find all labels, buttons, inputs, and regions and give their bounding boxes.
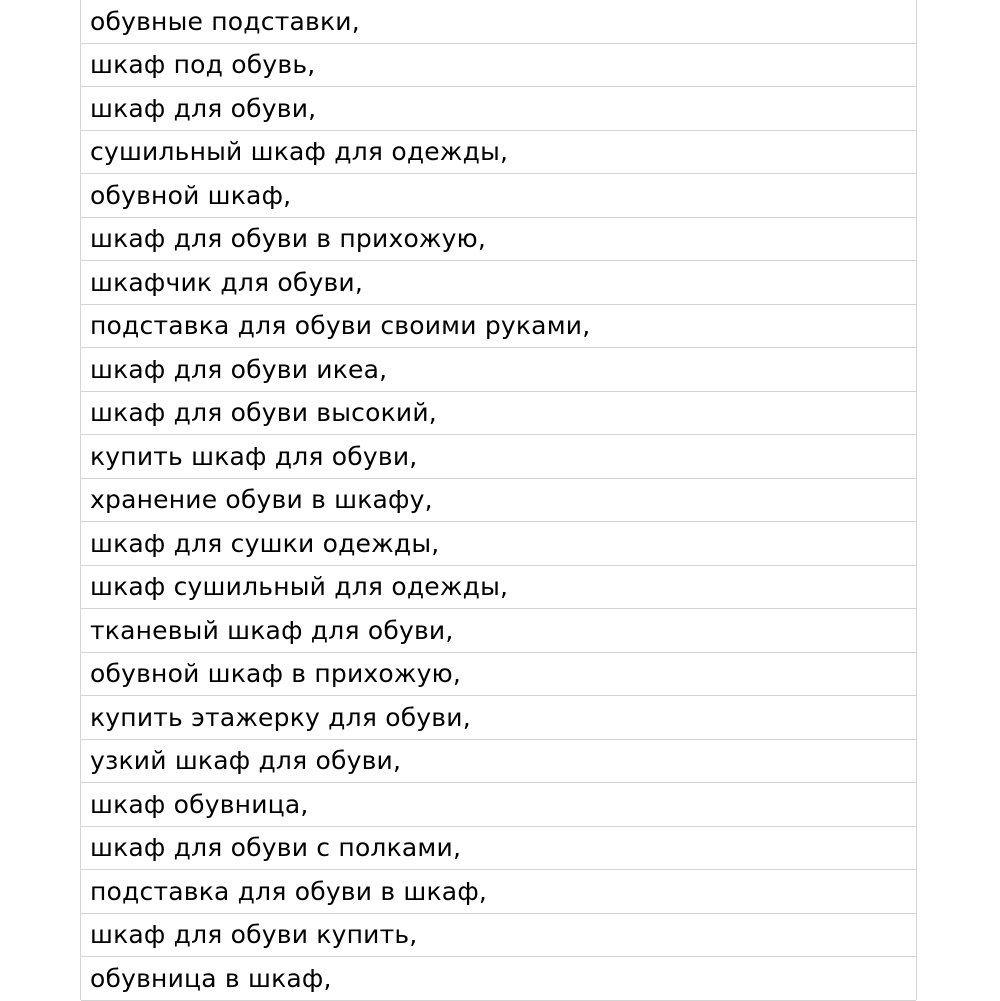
cell-text: узкий шкаф для обуви, bbox=[90, 746, 402, 776]
cell-text: шкаф под обувь, bbox=[90, 50, 316, 80]
table-row[interactable] bbox=[81, 392, 916, 436]
cell-text: подставка для обуви в шкаф, bbox=[90, 876, 488, 906]
cell-text: шкаф обувница, bbox=[90, 789, 309, 819]
table-row[interactable] bbox=[81, 914, 916, 958]
table-row[interactable] bbox=[81, 653, 916, 697]
table-row[interactable] bbox=[81, 479, 916, 523]
cell-text: хранение обуви в шкафу, bbox=[90, 485, 433, 515]
table-row[interactable] bbox=[81, 740, 916, 784]
table-row[interactable] bbox=[81, 305, 916, 349]
cell-text: купить этажерку для обуви, bbox=[90, 702, 471, 732]
cell-text: обувной шкаф в прихожую, bbox=[90, 659, 462, 689]
cell-text: шкаф для обуви икеа, bbox=[90, 354, 388, 384]
cell-text: обувные подставки, bbox=[90, 6, 360, 36]
table-row[interactable] bbox=[81, 870, 916, 914]
table-row[interactable] bbox=[81, 218, 916, 262]
cell-text: шкаф для обуви высокий, bbox=[90, 398, 437, 428]
cell-text: шкаф для обуви в прихожую, bbox=[90, 224, 487, 254]
cell-text: обувной шкаф, bbox=[90, 180, 292, 210]
cell-text: подставка для обуви своими руками, bbox=[90, 311, 591, 341]
table-row[interactable] bbox=[81, 696, 916, 740]
spreadsheet-column bbox=[80, 0, 917, 1000]
cell-text: шкаф для обуви купить, bbox=[90, 920, 418, 950]
table-row[interactable] bbox=[81, 827, 916, 871]
cell-text: шкаф для сушки одежды, bbox=[90, 528, 440, 558]
table-row[interactable] bbox=[81, 0, 916, 44]
cell-text: шкаф сушильный для одежды, bbox=[90, 572, 509, 602]
table-row[interactable] bbox=[81, 566, 916, 610]
cell-text: купить шкаф для обуви, bbox=[90, 441, 418, 471]
table-row[interactable] bbox=[81, 44, 916, 88]
table-row[interactable] bbox=[81, 261, 916, 305]
table-row[interactable] bbox=[81, 348, 916, 392]
table-row[interactable] bbox=[81, 174, 916, 218]
cell-text: обувница в шкаф, bbox=[90, 963, 332, 993]
table-row[interactable] bbox=[81, 435, 916, 479]
table-row[interactable] bbox=[81, 87, 916, 131]
table-row[interactable] bbox=[81, 957, 916, 1001]
table-row[interactable] bbox=[81, 609, 916, 653]
cell-text: тканевый шкаф для обуви, bbox=[90, 615, 454, 645]
table-row[interactable] bbox=[81, 131, 916, 175]
cell-text: шкафчик для обуви, bbox=[90, 267, 364, 297]
table-row[interactable] bbox=[81, 522, 916, 566]
cell-text: шкаф для обуви с полками, bbox=[90, 833, 462, 863]
cell-text: сушильный шкаф для одежды, bbox=[90, 137, 509, 167]
cell-text: шкаф для обуви, bbox=[90, 93, 317, 123]
table-row[interactable] bbox=[81, 783, 916, 827]
